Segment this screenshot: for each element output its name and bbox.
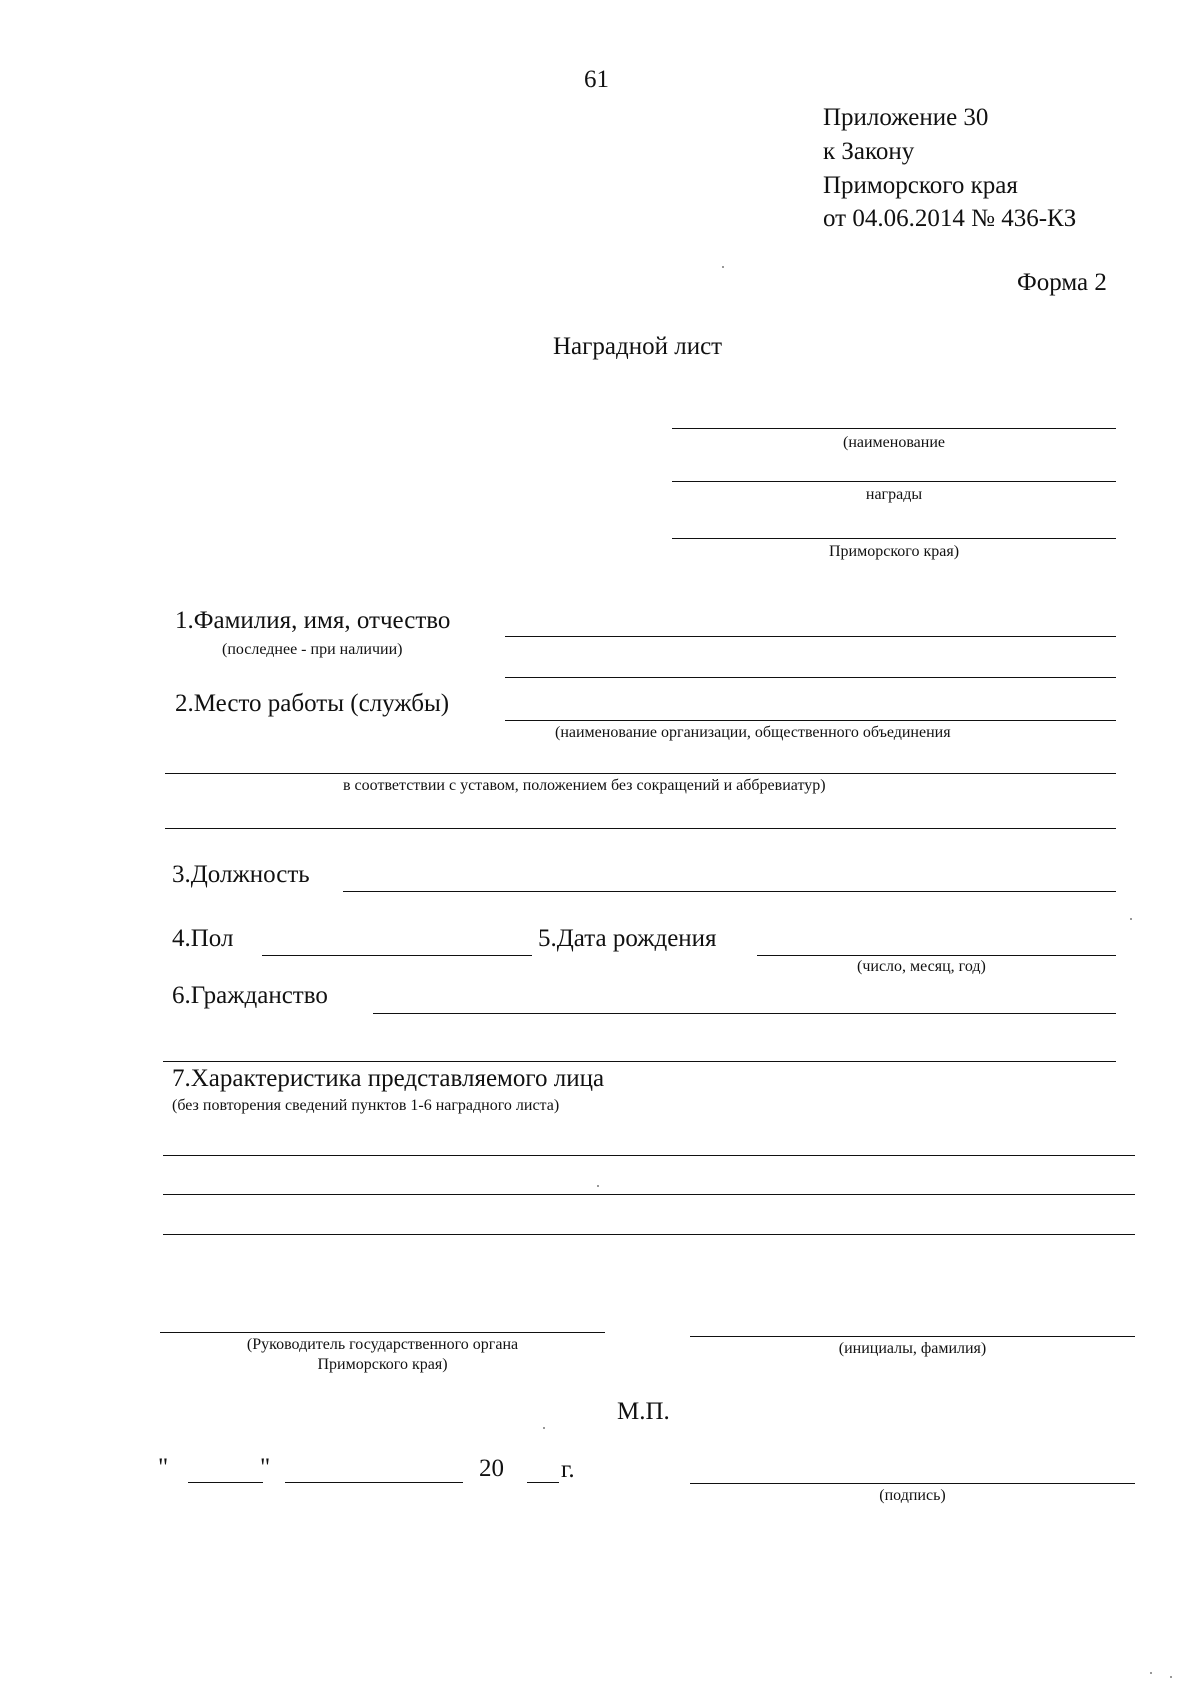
- scan-speck: [1130, 918, 1132, 920]
- scan-speck: [597, 1185, 599, 1187]
- fio-note: (последнее - при наличии): [222, 641, 403, 658]
- characteristic-line-1[interactable]: [163, 1155, 1135, 1156]
- sex-input-line[interactable]: [262, 955, 532, 956]
- scan-speck: [1170, 1676, 1172, 1678]
- work-label: 2.Место работы (службы): [175, 690, 450, 717]
- stamp-place: М.П.: [617, 1398, 670, 1425]
- initials-caption: (инициалы, фамилия): [838, 1340, 987, 1357]
- position-label: 3.Должность: [172, 861, 310, 888]
- position-input-line[interactable]: [343, 891, 1116, 892]
- work-input-line-1[interactable]: [505, 720, 1116, 721]
- birth-note: (число, месяц, год): [857, 958, 986, 975]
- work-note-1: (наименование организации, общественного объединения: [555, 724, 951, 741]
- work-input-line-3[interactable]: [165, 828, 1116, 829]
- page-number: 61: [584, 66, 609, 93]
- award-name-line-3[interactable]: [672, 538, 1116, 539]
- award-caption-2: награды: [865, 486, 923, 503]
- appendix-line-1: Приложение 30: [823, 104, 989, 131]
- birth-label: 5.Дата рождения: [538, 925, 717, 952]
- date-year-suffix: г.: [561, 1456, 575, 1483]
- date-month-line[interactable]: [285, 1482, 463, 1483]
- head-caption-1: (Руководитель государственного органа: [246, 1336, 519, 1353]
- appendix-line-4: от 04.06.2014 № 436-КЗ: [823, 205, 1077, 232]
- fio-label: 1.Фамилия, имя, отчество: [175, 607, 451, 634]
- appendix-line-2: к Закону: [823, 138, 915, 165]
- characteristic-label: 7.Характеристика представляемого лица: [172, 1065, 605, 1092]
- work-input-line-2[interactable]: [165, 773, 1116, 774]
- work-note-2: в соответствии с уставом, положением без сокращений и аббревиатур): [343, 777, 826, 794]
- citizenship-label: 6.Гражданство: [172, 982, 328, 1009]
- date-year-line[interactable]: [527, 1482, 559, 1483]
- award-name-line-1[interactable]: [672, 428, 1116, 429]
- characteristic-line-2[interactable]: [163, 1194, 1135, 1195]
- scan-speck: [1150, 1672, 1152, 1674]
- scan-speck: [722, 266, 724, 268]
- sex-label: 4.Пол: [172, 925, 234, 952]
- award-name-line-2[interactable]: [672, 481, 1116, 482]
- document-title: Наградной лист: [553, 333, 723, 360]
- scan-speck: [543, 1427, 545, 1429]
- date-quote-open: ": [158, 1454, 169, 1481]
- date-year-prefix: 20: [479, 1455, 504, 1482]
- signature-caption: (подпись): [879, 1487, 946, 1504]
- characteristic-note: (без повторения сведений пунктов 1-6 наградного листа): [172, 1097, 560, 1114]
- fio-input-line-2[interactable]: [505, 677, 1116, 678]
- head-caption-2: Приморского края): [317, 1356, 448, 1373]
- head-signature-line[interactable]: [160, 1332, 605, 1333]
- initials-line[interactable]: [690, 1336, 1135, 1337]
- date-day-line[interactable]: [188, 1482, 263, 1483]
- award-caption-1: (наименование: [842, 434, 945, 451]
- citizenship-input-line-2[interactable]: [163, 1061, 1116, 1062]
- birth-input-line[interactable]: [757, 955, 1116, 956]
- signature-line[interactable]: [690, 1483, 1135, 1484]
- appendix-line-3: Приморского края: [823, 172, 1018, 199]
- characteristic-line-3[interactable]: [163, 1234, 1135, 1235]
- form-label: Форма 2: [1017, 269, 1107, 296]
- citizenship-input-line[interactable]: [373, 1013, 1116, 1014]
- award-caption-3: Приморского края): [828, 543, 960, 560]
- date-quote-close: ": [260, 1454, 271, 1481]
- fio-input-line-1[interactable]: [505, 636, 1116, 637]
